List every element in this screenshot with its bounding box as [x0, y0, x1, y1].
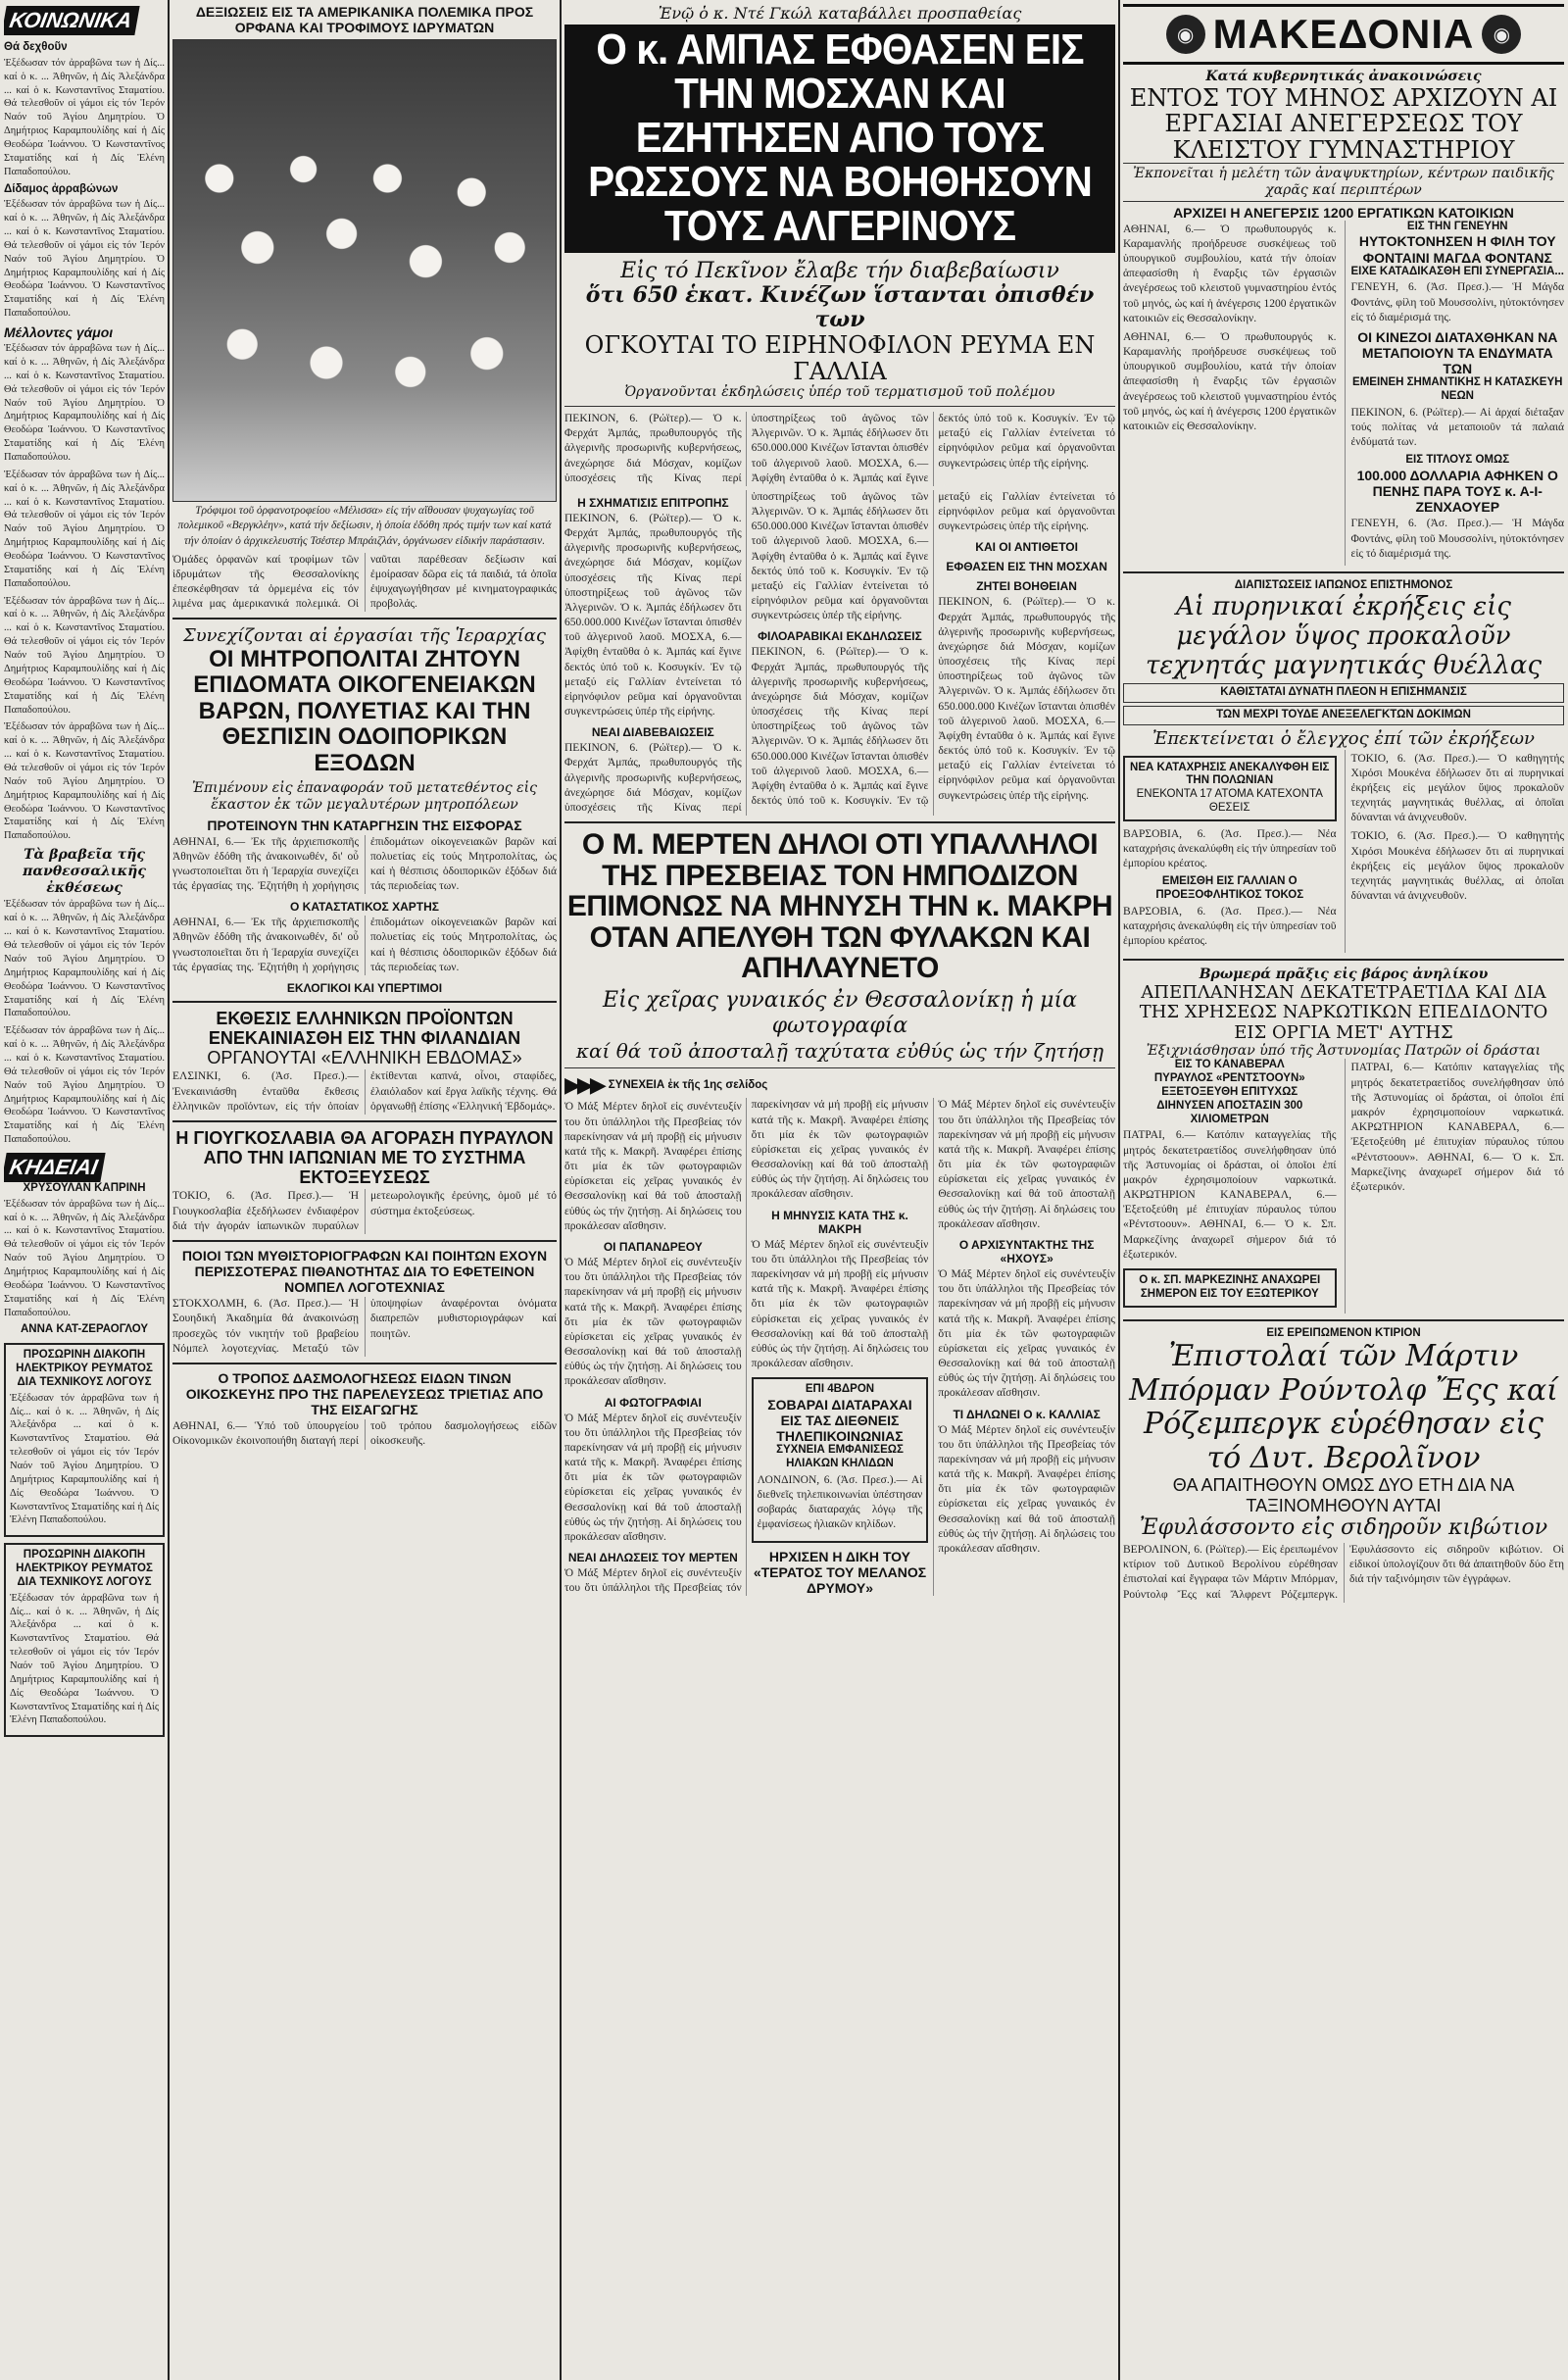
gym-article-2: ΑΘΗΝΑΙ, 6.— Ὁ πρωθυπουργός κ. Καραμανλής προήδρευσε συσκέψεως τοῦ ὑπουργικοῦ συμβουλίου, κατά τήν ὁποίαν ἀπεφασίσθη ἡ ἔναρξις τῶν ἐργασιῶν ἀνεγέρσεως τοῦ κλειστοῦ γυμναστηρίου ἐντός τοῦ μηνός, ὡς καί ἡ ἀνέγερσις 1200 ἐργατικῶν κατοικιῶν εἰς Θεσσαλονίκην. — [1123, 330, 1337, 432]
telecom-subhead: ΣΥΧΝΕΙΑ ΕΜΦΑΝΙΣΕΩΣ ΗΛΙΑΚΩΝ ΚΗΛΙΔΩΝ — [776, 1444, 904, 1470]
subhead-afixi: ΕΦΘΑΣΕΝ ΕΙΣ ΤΗΝ ΜΟΣΧΑΝ — [946, 560, 1107, 574]
canaveral-subhead: ΔΙΗΝΥΣΕΝ ΑΠΟΣΤΑΣΙΝ 300 ΧΙΛΙΟΜΕΤΡΩΝ — [1156, 1099, 1303, 1125]
left-text-1: Ἐξέδωσαν τόν ἀρραβῶνα των ἡ Δίς... καί ὁ κ. ... Ἀθηνῶν, ἡ Δίς Ἀλεξάνδρα ... καί ὁ κ. Κωνσταντῖνος Σταματίου. Θά τελεσθοῦν οἱ γάμοι εἰς τόν Ἱερόν Ναόν τοῦ Ἁγίου Δημητρίου. Ὁ Δημήτριος Καραμπουλίδης καί ἡ Δίς Θεοδώρα Ἰωάννου. Ὁ Κωνσταντῖνος Σταματίδης καί ἡ Δίς Ἑλένη Παπαδοπούλου. — [4, 57, 165, 177]
masthead-right-emblem-icon: ◉ — [1482, 15, 1521, 54]
nobel-article: ΣΤΟΚΧΟΛΜΗ, 6. (Ἀσ. Πρεσ.).— Ἡ Σουηδική Ἀκαδημία θά ἀνακοινώσῃ προσεχῶς τόν νικητήν τοῦ βραβείου Νόμπελ λογοτεχνίας. Μεταξύ τῶν ὑποψηφίων ἀναφέρονται ὀνόματα διαπρεπῶν μυθιστοριογράφων καί ποιητῶν. — [172, 1298, 557, 1355]
gym-subhead: ΑΡΧΙΖΕΙ Η ΑΝΕΓΕΡΣΙΣ 1200 ΕΡΓΑΤΙΚΩΝ ΚΑΤΟΙΚΙΩΝ — [1173, 204, 1514, 221]
masthead — [1123, 4, 1564, 65]
teras-headline: ΗΡΧΙΣΕΝ Η ΔΙΚΗ ΤΟΥ «ΤΕΡΑΤΟΣ ΤΟΥ ΜΕΛΑΝΟΣ ΔΡΥΜΟΥ» — [753, 1548, 927, 1596]
photo-caption: Τρόφιμοι τοῦ ὀρφανοτροφείου «Μέλισσα» εἰς τήν αἴθουσαν ψυχαγωγίας τοῦ πολεμικοῦ «Βεργκλέην», κατά τήν δεξίωσιν, ἡ ὁποία ἐδόθη πρός τιμήν των καί κατά τήν ὁποίαν ὁ ἀρχικελευστής Τσέστερ Μπράιζλάν, ὀργάνωσεν εἰδικήν παράστασιν. — [177, 505, 552, 547]
section-vraveia: Τὰ βραβεῖα τῆς πανθεσσαλικῆς ἐκθέσεως — [23, 847, 146, 896]
japan-deck: Ἐπεκτείνεται ὁ ἔλεγχος ἐπί τῶν ἐκρήξεων — [1152, 728, 1535, 749]
subhead-kallias: ΤΙ ΔΗΛΩΝΕΙ Ο κ. ΚΑΛΛΙΑΣ — [953, 1407, 1101, 1421]
telecom-kicker: ΕΠΙ 4ΒΔΡΟΝ — [805, 1383, 875, 1396]
khdeiai-logo: ΚΗΔΕΙΑΙ — [4, 1153, 106, 1182]
subhead-fotografiai: ΑΙ ΦΩΤΟΓΡΑΦΙΑΙ — [604, 1395, 702, 1410]
subhead-voitheia: ΖΗΤΕΙ ΒΟΗΘΕΙΑΝ — [976, 579, 1077, 594]
abbas-article: ΠΕΚΙΝΟΝ, 6. (Ρώϊτερ).— Ὁ κ. Φερχάτ Ἀμπάς, πρωθυπουργός τῆς ἀλγερινῆς προσωρινῆς κυβερνήσεως, ἀνεχώρησε διά Μόσχαν, κομίζων ὑποσχέσεις τῆς Κίνας περί ὑποστηρίξεως τοῦ ἀγῶνος τῶν Ἀλγερινῶν. Ὁ κ. Ἀμπάς ἐδήλωσεν ὅτι 650.000.000 Κινέζων ἵστανται ὀπισθέν τοῦ ἀλγερινοῦ λαοῦ. ΜΟΣΧΑ, 6.— Ἀφίχθη ἐνταῦθα ὁ κ. Ἀμπάς καί ἔγινε δεκτός ὑπό τοῦ κ. Κοσυγκίν. Ἐν τῷ μεταξύ εἰς Γαλλίαν ἐντείνεται τό εἰρηνόφιλον ρεῦμα καί ὀργανοῦνται συγκεντρώσεις ὑπέρ τῆς εἰρήνης. — [564, 413, 1115, 484]
japan-subhead-1: ΚΑΘΙΣΤΑΤΑΙ ΔΥΝΑΤΗ ΠΛΕΟΝ Η ΕΠΙΣΗΜΑΝΣΙΣ — [1123, 683, 1564, 703]
subhead-papandreou: ΟΙ ΠΑΠΑΝΔΡΕΟΥ — [603, 1239, 703, 1254]
merten-article-3: Ὁ Μάξ Μέρτεν δηλοῖ εἰς συνέντευξίν του ὅτι ὑπάλληλοι τῆς Πρεσβείας τόν παρεκίνησαν νά μή προβῇ εἰς μήνυσιν κατά τῆς κ. Μακρῆ. Ἀναφέρει ἐπίσης ὅτι μία ἐκ τῶν φωτογραφιῶν εὑρίσκεται εἰς χεῖρας γυναικός ἐν Θεσσαλονίκῃ καί θά τοῦ ἀποσταλῇ εὐθύς ὡς τήν ζητήσῃ. Αἱ δηλώσεις του προκάλεσαν αἴσθησιν. — [564, 1412, 742, 1543]
koinonika-logo: ΚΟΙΝΩΝΙΚΑ — [4, 6, 140, 35]
abbas-main-headline: Ο κ. ΑΜΠΑΣ ΕΦΘΑΣΕΝ ΕΙΣ ΤΗΝ ΜΟΣΧΑΝ ΚΑΙ ΕΖΗΤΗΣΕΝ ΑΠΟ ΤΟΥΣ ΡΩΣΣΟΥΣ ΝΑ ΒΟΗΘΗΣΟΥΝ ΤΟΥΣ ΑΛΓΕΡΙΝΟΥΣ — [588, 25, 1092, 250]
merten-article-4: Ὁ Μάξ Μέρτεν δηλοῖ εἰς συνέντευξίν του ὅτι ὑπάλληλοι τῆς Πρεσβείας τόν παρεκίνησαν νά μή προβῇ εἰς μήνυσιν κατά τῆς κ. Μακρῆ. Ἀναφέρει ἐπίσης ὅτι μία ἐκ τῶν φωτογραφιῶν εὑρίσκεται εἰς χεῖρας γυναικός ἐν Θεσσαλονίκῃ καί θά τοῦ ἀποσταλῇ εὐθύς ὡς τήν ζητήσῃ. Αἱ δηλώσεις του προκάλεσαν αἴσθησιν. — [564, 1099, 929, 1595]
merten-article-7: Ὁ Μάξ Μέρτεν δηλοῖ εἰς συνέντευξίν του ὅτι ὑπάλληλοι τῆς Πρεσβείας τόν παρεκίνησαν νά μή προβῇ εἰς μήνυσιν κατά τῆς κ. Μακρῆ. Ἀναφέρει ἐπίσης ὅτι μία ἐκ τῶν φωτογραφιῶν εὑρίσκεται εἰς χεῖρας γυναικός ἐν Θεσσαλονίκῃ καί θά τοῦ ἀποσταλῇ εὐθύς ὡς τήν ζητήσῃ. Αἱ δηλώσεις του προκάλεσαν αἴσθησιν. — [938, 1423, 1115, 1555]
gym-kicker: Κατά κυβερνητικάς ἀνακοινώσεις — [1205, 69, 1482, 84]
left-text-9: Ἐξέδωσαν τόν ἀρραβῶνα των ἡ Δίς... καί ὁ κ. ... Ἀθηνῶν, ἡ Δίς Ἀλεξάνδρα ... καί ὁ κ. Κωνσταντῖνος Σταματίου. Θά τελεσθοῦν οἱ γάμοι εἰς τόν Ἱερόν Ναόν τοῦ Ἁγίου Δημητρίου. Ὁ Δημήτριος Καραμπουλίδης καί ἡ Δίς Θεοδώρα Ἰωάννου. Ὁ Κωνσταντῖνος Σταματίδης καί ἡ Δίς Ἑλένη Παπαδοπούλου. — [4, 1198, 165, 1318]
subhead-diabeiwseis: ΝΕΑΙ ΔΙΑΒΕΒΑΙΩΣΕΙΣ — [591, 725, 714, 740]
telecom-box — [752, 1377, 929, 1542]
orphans-article: Ὁμάδες ὀρφανῶν καί τροφίμων τῶν ἱδρυμάτων τῆς Θεσσαλονίκης ἐπεσκέφθησαν τά ὁρμεμένα εἰς τόν λιμένα μας ἀμερικανικά πολεμικά. Οἱ ναῦται παρέθεσαν δεξίωσιν καί ἐμοίρασαν δῶρα εἰς τά παιδιά, τά ὁποῖα ἐψυχαγωγήθησαν μέ κινηματογραφικάς προβολάς. — [172, 553, 557, 611]
patras-kicker: Βρωμερά πρᾶξις εἰς βάρος ἀνηλίκου — [1199, 967, 1489, 983]
left-text-2: Ἐξέδωσαν τόν ἀρραβῶνα των ἡ Δίς... καί ὁ κ. ... Ἀθηνῶν, ἡ Δίς Ἀλεξάνδρα ... καί ὁ κ. Κωνσταντῖνος Σταματίου. Θά τελεσθοῦν οἱ γάμοι εἰς τόν Ἱερόν Ναόν τοῦ Ἁγίου Δημητρίου. Ὁ Δημήτριος Καραμπουλίδης καί ἡ Δίς Θεοδώρα Ἰωάννου. Ὁ Κωνσταντῖνος Σταματίδης καί ἡ Δίς Ἑλένη Παπαδοπούλου. — [4, 199, 165, 320]
abbas-article-4: ΠΕΚΙΝΟΝ, 6. (Ρώϊτερ).— Ὁ κ. Φερχάτ Ἀμπάς, πρωθυπουργός τῆς ἀλγερινῆς προσωρινῆς κυβερνήσεως, ἀνεχώρησε διά Μόσχαν, κομίζων ὑποσχέσεις τῆς Κίνας περί ὑποστηρίξεως τοῦ ἀγῶνος τῶν Ἀλγερινῶν. Ὁ κ. Ἀμπάς ἐδήλωσεν ὅτι 650.000.000 Κινέζων ἵστανται ὀπισθέν τοῦ ἀλγερινοῦ λαοῦ. ΜΟΣΧΑ, 6.— Ἀφίχθη ἐνταῦθα ὁ κ. Ἀμπάς καί ἔγινε δεκτός ὑπό τοῦ κ. Κοσυγκίν. Ἐν τῷ μεταξύ εἰς Γαλλίαν ἐντείνεται τό εἰρηνόφιλον ρεῦμα καί ὀργανοῦνται συγκεντρώσεις ὑπέρ τῆς εἰρήνης. — [751, 490, 1115, 808]
geneva-kicker: ΕΙΣ ΤΗΝ ΓΕΝΕΥΗΝ — [1406, 220, 1508, 232]
left-text-5: Ἐξέδωσαν τόν ἀρραβῶνα των ἡ Δίς... καί ὁ κ. ... Ἀθηνῶν, ἡ Δίς Ἀλεξάνδρα ... καί ὁ κ. Κωνσταντῖνος Σταματίου. Θά τελεσθοῦν οἱ γάμοι εἰς τόν Ἱερόν Ναόν τοῦ Ἁγίου Δημητρίου. Ὁ Δημήτριος Καραμπουλίδης καί ἡ Δίς Θεοδώρα Ἰωάννου. Ὁ Κωνσταντῖνος Σταματίδης καί ἡ Δίς Ἑλένη Παπαδοπούλου. — [4, 595, 165, 716]
left-text-6: Ἐξέδωσαν τόν ἀρραβῶνα των ἡ Δίς... καί ὁ κ. ... Ἀθηνῶν, ἡ Δίς Ἀλεξάνδρα ... καί ὁ κ. Κωνσταντῖνος Σταματίου. Θά τελεσθοῦν οἱ γάμοι εἰς τόν Ἱερόν Ναόν τοῦ Ἁγίου Δημητρίου. Ὁ Δημήτριος Καραμπουλίδης καί ἡ Δίς Θεοδώρα Ἰωάννου. Ὁ Κωνσταντῖνος Σταματίδης καί ἡ Δίς Ἑλένη Παπαδοπούλου. — [4, 721, 165, 842]
abbas-deck-3: ΟΓΚΟΥΤΑΙ ΤΟ ΕΙΡΗΝΟΦΙΛΟΝ ΡΕΥΜΑ ΕΝ ΓΑΛΛΙΑ — [584, 331, 1096, 385]
dollars-kicker: ΕΙΣ ΤΙΤΛΟΥΣ ΟΜΩΣ — [1405, 454, 1510, 467]
power-outage-text-2: Ἐξέδωσαν τόν ἀρραβῶνα των ἡ Δίς... καί ὁ κ. ... Ἀθηνῶν, ἡ Δίς Ἀλεξάνδρα ... καί ὁ κ. Κωνσταντῖνος Σταματίου. Θά τελεσθοῦν οἱ γάμοι εἰς τόν Ἱερόν Ναόν τοῦ Ἁγίου Δημητρίου. Ὁ Δημήτριος Καραμπουλίδης καί ἡ Δίς Θεοδώρα Ἰωάννου. Ὁ Κωνσταντῖνος Σταματίδης καί ἡ Δίς Ἑλένη Παπαδοπούλου. — [10, 1592, 159, 1726]
ekthesis-subhead: ΟΡΓΑΝΟΥΤΑΙ «ΕΛΛΗΝΙΚΗ ΕΒΔΟΜΑΣ» — [207, 1048, 522, 1068]
bormann-headline: Ἐπιστολαί τῶν Μάρτιν Μπόρμαν Ρούντολφ Ἔςς καί Ρόζεμπεργκ εὑρέθησαν εἰς τό Δυτ. Βερολῖνον — [1129, 1339, 1558, 1475]
abbas-kicker: Ἐνῷ ὁ κ. Ντέ Γκώλ καταβάλλει προσπαθείας — [658, 4, 1022, 23]
khdeia-name-2: ΑΝΝΑ ΚΑΤ-ΖΕΡΑΟΓΛΟΥ — [20, 1323, 149, 1336]
bormann-kicker: ΕΙΣ ΕΡΕΙΠΩΜΕΝΟΝ ΚΤΙΡΙΟΝ — [1266, 1326, 1421, 1339]
yugoslavia-article: ΤΟΚΙΟ, 6. (Ἀσ. Πρεσ.).— Ἡ Γιουγκοσλαβία ἐξεδήλωσεν ἐνδιαφέρον διά τήν ἀγοράν ἰαπωνικῶν πυραύλων μετεωρολογικῆς ἐρεύνης, ὁμοῦ μέ τό σύστημα ἐκτοξεύσεως. — [172, 1190, 557, 1232]
ierarxia-kicker: Συνεχίζονται αἱ ἐργασίαι τῆς Ἱεραρχίας — [183, 625, 546, 647]
interest-article: ΒΑΡΣΟΒΙΑ, 6. (Ἀσ. Πρεσ.).— Νέα καταχρήσις ἀνεκαλύφθη εἰς τήν ὑπηρεσίαν τοῦ ἐμπορίου κρέατος. — [1123, 905, 1337, 948]
yugoslavia-headline: Η ΓΙΟΥΓΚΟΣΛΑΒΙΑ ΘΑ ΑΓΟΡΑΣΗ ΠΥΡΑΥΛΟΝ ΑΠΟ ΤΗΝ ΙΑΠΩΝΙΑΝ ΜΕ ΤΟ ΣΥΣΤΗΜΑ ΕΚΤΟΞΕΥΣΕΩΣ — [175, 1127, 554, 1188]
section-dexthoun: Θά δεχθοῦν — [4, 41, 68, 53]
geneva-article: ΓΕΝΕΥΗ, 6. (Ἀσ. Πρεσ.).— Ἡ Μάγδα Φοντάνς, φίλη τοῦ Μουσσολίνι, ηὐτοκτόνησεν εἰς τό διαμέρισμά της. — [1350, 281, 1564, 323]
metropolitai-article: ΑΘΗΝΑΙ, 6.— Ἐκ τῆς ἀρχιεπισκοπῆς Ἀθηνῶν ἐδόθη τῆς ἀνακοινωθέν, δι' οὗ γνωστοποιεῖται ὅτι ἡ Ἱεραρχία συνεχίζει τάς ἐργασίας της. Ἐζητήθη ἡ χορήγησις ἐπιδομάτων οἰκογενειακῶν βαρῶν καί πολυετίας εἰς τούς Μητροπολίτας, ὡς καί ἡ θέσπισις ὁδοιπορικῶν ἐξόδων διά τάς περιοδείας των. — [172, 835, 557, 893]
canaveral-article: ΠΑΤΡΑΙ, 6.— Κατόπιν καταγγελίας τῆς μητρός δεκατετραετίδος συνελήφθησαν ὑπό τῆς Ἀστυνομίας οἱ δράσται, οἱ ὁποῖοι ἐπί μακρόν ἐχρησιμοποίουν ναρκωτικά. ΑΚΡΩΤΗΡΙΟΝ ΚΑΝΑΒΕΡΑΛ, 6.— Ἐξετοξεύθη μέ ἐπιτυχίαν πύραυλος τύπου «Ρέντστοουν». ΑΘΗΝΑΙ, 6.— Ὁ κ. Σπ. Μαρκεζίνης ἀναχωρεῖ σήμερον διά τό ἐξωτερικόν. — [1123, 1129, 1337, 1261]
column-rule — [168, 0, 170, 2380]
power-outage-title-2: ΠΡΟΣΩΡΙΝΗ ΔΙΑΚΟΠΗ ΗΛΕΚΤΡΙΚΟΥ ΡΕΥΜΑΤΟΣ ΔΙΑ ΤΕΧΝΙΚΟΥΣ ΛΟΓΟΥΣ — [16, 1549, 153, 1588]
bormann-subhead: ΘΑ ΑΠΑΙΤΗΘΟΥΝ ΟΜΩΣ ΔΥΟ ΕΤΗ ΔΙΑ ΝΑ ΤΑΞΙΝΟΜΗΘΟΥΝ ΑΥΤΑΙ — [1172, 1475, 1515, 1515]
abbas-article-5: ΠΕΚΙΝΟΝ, 6. (Ρώϊτερ).— Ὁ κ. Φερχάτ Ἀμπάς, πρωθυπουργός τῆς ἀλγερινῆς προσωρινῆς κυβερνήσεως, ἀνεχώρησε διά Μόσχαν, κομίζων ὑποσχέσεις τῆς Κίνας περί ὑποστηρίξεως τοῦ ἀγῶνος τῶν Ἀλγερινῶν. Ὁ κ. Ἀμπάς ἐδήλωσεν ὅτι 650.000.000 Κινέζων ἵστανται ὀπισθέν τοῦ ἀλγερινοῦ λαοῦ. ΜΟΣΧΑ, 6.— Ἀφίχθη ἐνταῦθα ὁ κ. Ἀμπάς καί ἔγινε δεκτός ὑπό τοῦ κ. Κοσυγκίν. Ἐν τῷ μεταξύ εἰς Γαλλίαν ἐντείνεται τό εἰρηνόφιλον ρεῦμα καί ὀργανοῦνται συγκεντρώσεις ὑπέρ τῆς εἰρήνης. — [938, 596, 1115, 802]
merten-article-2: Ὁ Μάξ Μέρτεν δηλοῖ εἰς συνέντευξίν του ὅτι ὑπάλληλοι τῆς Πρεσβείας τόν παρεκίνησαν νά μή προβῇ εἰς μήνυσιν κατά τῆς κ. Μακρῆ. Ἀναφέρει ἐπίσης ὅτι μία ἐκ τῶν φωτογραφιῶν εὑρίσκεται εἰς χεῖρας γυναικός ἐν Θεσσαλονίκῃ καί θά τοῦ ἀποσταλῇ εὐθύς ὡς τήν ζητήσῃ. Αἱ δηλώσεις του προκάλεσαν αἴσθησιν. — [564, 1256, 742, 1388]
gym-article: ΑΘΗΝΑΙ, 6.— Ὁ πρωθυπουργός κ. Καραμανλής προήδρευσε συσκέψεως τοῦ ὑπουργικοῦ συμβουλίου, κατά τήν ὁποίαν ἀπεφασίσθη ἡ ἔναρξις τῶν ἐργασιῶν ἀνεγέρσεως τοῦ κλειστοῦ γυμναστηρίου ἐντός τοῦ μηνός, ὡς καί ἡ ἀνέγερσις 1200 ἐργατικῶν κατοικιῶν εἰς Θεσσαλονίκην. — [1123, 223, 1337, 324]
metropolitai-subhead: ΠΡΟΤΕΙΝΟΥΝ ΤΗΝ ΚΑΤΑΡΓΗΣΙΝ ΤΗΣ ΕΙΣΦΟΡΑΣ — [207, 817, 522, 833]
bormann-deck: Ἐφυλάσσοντο εἰς σιδηροῦν κιβώτιον — [1139, 1514, 1548, 1540]
abbas-deck-4: Ὀργανοῦνται ἐκδηλώσεις ὑπέρ τοῦ τερματισμοῦ τοῦ πολέμου — [624, 384, 1055, 401]
subhead-nees-diloseis: ΝΕΑΙ ΔΗΛΩΣΕΙΣ ΤΟΥ ΜΕΡΤΕΝ — [567, 1551, 738, 1565]
abbas-article-2: ΠΕΚΙΝΟΝ, 6. (Ρώϊτερ).— Ὁ κ. Φερχάτ Ἀμπάς, πρωθυπουργός τῆς ἀλγερινῆς προσωρινῆς κυβερνήσεως, ἀνεχώρησε διά Μόσχαν, κομίζων ὑποσχέσεις τῆς Κίνας περί ὑποστηρίξεως τοῦ ἀγῶνος τῶν Ἀλγερινῶν. Ὁ κ. Ἀμπάς ἐδήλωσεν ὅτι 650.000.000 Κινέζων ἵστανται ὀπισθέν τοῦ ἀλγερινοῦ λαοῦ. ΜΟΣΧΑ, 6.— Ἀφίχθη ἐνταῦθα ὁ κ. Ἀμπάς καί ἔγινε δεκτός ὑπό τοῦ κ. Κοσυγκίν. Ἐν τῷ μεταξύ εἰς Γαλλίαν ἐντείνεται τό εἰρηνόφιλον ρεῦμα καί ὀργανοῦνται συγκεντρώσεις ὑπέρ τῆς εἰρήνης. — [564, 512, 742, 719]
gym-headline: ΕΝΤΟΣ ΤΟΥ ΜΗΝΟΣ ΑΡΧΙΖΟΥΝ ΑΙ ΕΡΓΑΣΙΑΙ ΑΝΕΓΕΡΣΕΩΣ ΤΟΥ ΚΛΕΙΣΤΟΥ ΓΥΜΝΑΣΤΗΡΙΟΥ — [1129, 83, 1558, 164]
power-outage-text-1: Ἐξέδωσαν τόν ἀρραβῶνα των ἡ Δίς... καί ὁ κ. ... Ἀθηνῶν, ἡ Δίς Ἀλεξάνδρα ... καί ὁ κ. Κωνσταντῖνος Σταματίου. Θά τελεσθοῦν οἱ γάμοι εἰς τόν Ἱερόν Ναόν τοῦ Ἁγίου Δημητρίου. Ὁ Δημήτριος Καραμπουλίδης καί ἡ Δίς Θεοδώρα Ἰωάννου. Ὁ Κωνσταντῖνος Σταματίδης καί ἡ Δίς Ἑλένη Παπαδοπούλου. — [10, 1392, 159, 1526]
left-text-4: Ἐξέδωσαν τόν ἀρραβῶνα των ἡ Δίς... καί ὁ κ. ... Ἀθηνῶν, ἡ Δίς Ἀλεξάνδρα ... καί ὁ κ. Κωνσταντῖνος Σταματίου. Θά τελεσθοῦν οἱ γάμοι εἰς τόν Ἱερόν Ναόν τοῦ Ἁγίου Δημητρίου. Ὁ Δημήτριος Καραμπουλίδης καί ἡ Δίς Θεοδώρα Ἰωάννου. Ὁ Κωνσταντῖνος Σταματίδης καί ἡ Δίς Ἑλένη Παπαδοπούλου. — [4, 469, 165, 589]
subhead-xartis: Ο ΚΑΤΑΣΤΑΤΙΚΟΣ ΧΑΡΤΗΣ — [290, 900, 439, 915]
patras-headline: ΑΠΕΠΛΑΝΗΣΑΝ ΔΕΚΑΤΕΤΡΑΕΤΙΔΑ ΚΑΙ ΔΙΑ ΤΗΣ ΧΡΗΣΕΩΣ ΝΑΡΚΩΤΙΚΩΝ ΕΠΕΔΙΔΟΝΤΟ ΕΙΣ ΟΡΓΙΑ ΜΕΤ' ΑΥΤΗΣ — [1139, 982, 1548, 1043]
merten-article-1: Ὁ Μάξ Μέρτεν δηλοῖ εἰς συνέντευξίν του ὅτι ὑπάλληλοι τῆς Πρεσβείας τόν παρεκίνησαν νά μή προβῇ εἰς μήνυσιν κατά τῆς κ. Μακρῆ. Ἀναφέρει ἐπίσης ὅτι μία ἐκ τῶν φωτογραφιῶν εὑρίσκεται εἰς χεῖρας γυναικός ἐν Θεσσαλονίκῃ καί θά τοῦ ἀποσταλῇ εὐθύς ὡς τήν ζητήσῃ. Αἱ δηλώσεις του προκάλεσαν αἴσθησιν. — [564, 1101, 742, 1232]
patras-article: ΠΑΤΡΑΙ, 6.— Κατόπιν καταγγελίας τῆς μητρός δεκατετραετίδος συνελήφθησαν ὑπό τῆς Ἀστυνομίας οἱ δράσται, οἱ ὁποῖοι ἐπί μακρόν ἐχρησιμοποίουν ναρκωτικά. ΑΚΡΩΤΗΡΙΟΝ ΚΑΝΑΒΕΡΑΛ, 6.— Ἐξετοξεύθη μέ ἐπιτυχίαν πύραυλος τύπου «Ρέντστοουν». ΑΘΗΝΑΙ, 6.— Ὁ κ. Σπ. Μαρκεζίνης ἀναχωρεῖ σήμερον διά τό ἐξωτερικόν. — [1350, 1062, 1564, 1193]
power-outage-box-1 — [4, 1343, 165, 1537]
abbas-deck-2: ὅτι 650 ἑκατ. Κινέζων ἵστανται ὀπισθέν των — [585, 281, 1095, 333]
dasmos-headline: Ο ΤΡΟΠΟΣ ΔΑΣΜΟΛΟΓΗΣΕΩΣ ΕΙΔΩΝ ΤΙΝΩΝ ΟΙΚΟΣΚΕΥΗΣ ΠΡΟ ΤΗΣ ΠΑΡΕΛΕΥΣΕΩΣ ΤΡΙΕΤΙΑΣ ΑΠΟ ΤΗΣ ΕΙΣΑΓΩΓΗΣ — [185, 1369, 544, 1418]
merten-deck-2: καί θά τοῦ ἀποσταλῇ ταχύτατα εὐθύς ὡς τήν ζητήσῃ — [575, 1039, 1104, 1064]
khdeia-name-1: ΧΡΥΣΟΥΛΑΝ ΚΑΠΡΙΝΗ — [23, 1181, 146, 1194]
subhead-mynisi: Η ΜΗΝΥΣΙΣ ΚΑΤΑ ΤΗΣ κ. ΜΑΚΡΗ — [771, 1208, 908, 1236]
second-column — [172, 0, 557, 2380]
subhead-arxisyntaktis: Ο ΑΡΧΙΣΥΝΤΑΚΤΗΣ ΤΗΣ «ΗΧΟΥΣ» — [958, 1237, 1095, 1265]
geneva-headline: ΗΥΤΟΚΤΟΝΗΣΕΝ Η ΦΙΛΗ ΤΟΥ ΦΟΝΤΑΙΝΙ ΜΑΓΔΑ ΦΟΝΤΑΝΣ — [1358, 233, 1556, 266]
subhead-epitropi: Η ΣΧΗΜΑΤΙΣΙΣ ΕΠΙΤΡΟΠΗΣ — [577, 495, 729, 510]
chinese-headline: ΟΙ ΚΙΝΕΖΟΙ ΔΙΑΤΑΧΘΗΚΑΝ ΝΑ ΜΕΤΑΠΟΙΟΥΝ ΤΑ ΕΝΔΥΜΑΤΑ ΤΩΝ — [1357, 328, 1558, 377]
section-arravones: Δίδαμος ἀρραβώνων — [4, 182, 119, 195]
metropolitai-article-2: ΑΘΗΝΑΙ, 6.— Ἐκ τῆς ἀρχιεπισκοπῆς Ἀθηνῶν ἐδόθη τῆς ἀνακοινωθέν, δι' οὗ γνωστοποιεῖται ὅτι ἡ Ἱεραρχία συνεχίζει τάς ἐργασίας της. Ἐζητήθη ἡ χορήγησις ἐπιδομάτων οἰκογενειακῶν βαρῶν καί πολυετίας εἰς τούς Μητροπολίτας, ὡς καί ἡ θέσπισις ὁδοιπορικῶν ἐξόδων διά τάς περιοδείας των. — [172, 917, 557, 973]
gym-deck: Ἐκπονεῖται ἡ μελέτη τῶν ἀναψυκτηρίων, κέντρων παιδικῆς χαρᾶς καί περιπτέρων — [1123, 163, 1564, 202]
nobel-headline: ΠΟΙΟΙ ΤΩΝ ΜΥΘΙΣΤΟΡΙΟΓΡΑΦΩΝ ΚΑΙ ΠΟΙΗΤΩΝ ΕΧΟΥΝ ΠΕΡΙΣΣΟΤΕΡΑΣ ΠΙΘΑΝΟΤΗΤΑΣ ΔΙΑ ΤΟ ΕΦΕΤΕΙΝΟΝ ΝΟΜΠΕΛ ΛΟΓΟΤΕΧΝΙΑΣ — [181, 1247, 548, 1296]
japan-subhead-2: ΤΩΝ ΜΕΧΡΙ ΤΟΥΔΕ ΑΝΕΞΕΛΕΓΚΤΩΝ ΔΟΚΙΜΩΝ — [1123, 706, 1564, 725]
orphans-photo — [172, 39, 557, 502]
merten-article-6: Ὁ Μάξ Μέρτεν δηλοῖ εἰς συνέντευξίν του ὅτι ὑπάλληλοι τῆς Πρεσβείας τόν παρεκίνησαν νά μή προβῇ εἰς μήνυσιν κατά τῆς κ. Μακρῆ. Ἀναφέρει ἐπίσης ὅτι μία ἐκ τῶν φωτογραφιῶν εὑρίσκεται εἰς χεῖρας γυναικός ἐν Θεσσαλονίκῃ καί θά τοῦ ἀποσταλῇ εὐθύς ὡς τήν ζητήσῃ. Αἱ δηλώσεις του προκάλεσαν αἴσθησιν. — [938, 1267, 1115, 1400]
column-rule — [1118, 0, 1120, 2380]
power-outage-title-1: ΠΡΟΣΩΡΙΝΗ ΔΙΑΚΟΠΗ ΗΛΕΚΤΡΙΚΟΥ ΡΕΥΜΑΤΟΣ ΔΙΑ ΤΕΧΝΙΚΟΥΣ ΛΟΓΟΥΣ — [16, 1349, 153, 1388]
subhead-filoarab: ΦΙΛΟΑΡΑΒΙΚΑΙ ΕΚΔΗΛΩΣΕΙΣ — [758, 629, 922, 644]
merten-article-5: Ὁ Μάξ Μέρτεν δηλοῖ εἰς συνέντευξίν του ὅτι ὑπάλληλοι τῆς Πρεσβείας τόν παρεκίνησαν νά μή προβῇ εἰς μήνυσιν κατά τῆς κ. Μακρῆ. Ἀναφέρει ἐπίσης ὅτι μία ἐκ τῶν φωτογραφιῶν εὑρίσκεται εἰς χεῖρας γυναικός ἐν Θεσσαλονίκῃ καί θά τοῦ ἀποσταλῇ εὐθύς ὡς τήν ζητήσῃ. Αἱ δηλώσεις του προκάλεσαν αἴσθησιν. — [751, 1238, 929, 1370]
markezinis-headline: Ο κ. ΣΠ. ΜΑΡΚΕΖΙΝΗΣ ΑΝΑΧΩΡΕΙ ΣΗΜΕΡΟΝ ΕΙΣ ΤΟΥ ΕΞΩΤΕΡΙΚΟΥ — [1139, 1274, 1321, 1300]
masthead-title: ΜΑΚΕΔΟΝΙΑ — [1212, 11, 1475, 57]
teras-article: Ὁ Μάξ Μέρτεν δηλοῖ εἰς συνέντευξίν του ὅτι ὑπάλληλοι τῆς Πρεσβείας τόν παρεκίνησαν νά μή προβῇ εἰς μήνυσιν κατά τῆς κ. Μακρῆ. Ἀναφέρει ἐπίσης ὅτι μία ἐκ τῶν φωτογραφιῶν εὑρίσκεται εἰς χεῖρας γυναικός ἐν Θεσσαλονίκῃ καί θά τοῦ ἀποσταλῇ εὐθύς ὡς τήν ζητήσῃ. Αἱ δηλώσεις του προκάλεσαν αἴσθησιν. — [938, 1099, 1115, 1230]
telecom-article: ΛΟΝΔΙΝΟΝ, 6. (Ἀσ. Πρεσ.).— Αἱ διεθνεῖς τηλεπικοινωνίαι ὑπέστησαν σοβαράς διαταραχάς λόγῳ τῆς ἐμφανίσεως ἡλιακῶν κηλίδων. — [757, 1473, 923, 1531]
merten-headline: Ο Μ. ΜΕΡΤΕΝ ΔΗΛΟΙ ΟΤΙ ΥΠΑΛΛΗΛΟΙ ΤΗΣ ΠΡΕΣΒΕΙΑΣ ΤΟΝ ΗΜΠΟΔΙΖΟΝ ΕΠΙΜΟΝΩΣ ΝΑ ΜΗΝΥΣΗ ΤΗΝ κ. ΜΑΚΡΗ ΟΤΑΝ ΑΠΕΛΥΘΗ ΤΩΝ ΦΥΛΑΚΩΝ ΚΑΙ ΑΠΗΛΑΥΝΕΤΟ — [566, 828, 1113, 985]
column-rule — [560, 0, 562, 2380]
continuation-arrows-icon: ▶▶▶ — [564, 1073, 603, 1099]
masthead-left-emblem-icon: ◉ — [1166, 15, 1205, 54]
dollars-headline: 100.000 ΔΟΛΛΑΡΙΑ ΑΦΗΚΕΝ Ο ΠΕΝΗΣ ΠΑΡΑ ΤΟΥΣ κ. Α-Ι-ΖΕΝΧΑΟΥΕΡ — [1356, 468, 1558, 516]
chinese-subhead: ΕΜΕΙΝΕΗ ΣΗΜΑΝΤΙΚΗΣ Η ΚΑΤΑΣΚΕΥΗ ΝΕΩΝ — [1352, 376, 1563, 403]
japan-article: ΤΟΚΙΟ, 6. (Ἀσ. Πρεσ.).— Ὁ καθηγητής Χιρόσι Μουκένα ἐδήλωσεν ὅτι αἱ πυρηνικαί ἐκρήξεις εἰς μεγάλον ὕψος προκαλοῦν τεχνητάς μαγνητικάς θυέλλας, αἱ ὁποῖαι δύνανται νά ἀνιχνευθοῦν. — [1350, 752, 1564, 824]
abbas-article-3: ΠΕΚΙΝΟΝ, 6. (Ρώϊτερ).— Ὁ κ. Φερχάτ Ἀμπάς, πρωθυπουργός τῆς ἀλγερινῆς προσωρινῆς κυβερνήσεως, ἀνεχώρησε διά Μόσχαν, κομίζων ὑποσχέσεις τῆς Κίνας περί ὑποστηρίξεως τοῦ ἀγῶνος τῶν Ἀλγερινῶν. Ὁ κ. Ἀμπάς ἐδήλωσεν ὅτι 650.000.000 Κινέζων ἵστανται ὀπισθέν τοῦ ἀλγερινοῦ λαοῦ. ΜΟΣΧΑ, 6.— Ἀφίχθη ἐνταῦθα ὁ κ. Ἀμπάς καί ἔγινε δεκτός ὑπό τοῦ κ. Κοσυγκίν. Ἐν τῷ μεταξύ εἰς Γαλλίαν ἐντείνεται τό εἰρηνόφιλον ρεῦμα καί ὀργανοῦνται συγκεντρώσεις ὑπέρ τῆς εἰρήνης. — [564, 490, 929, 814]
chinese-article: ΠΕΚΙΝΟΝ, 6. (Ρώϊτερ).— Αἱ ἀρχαί διέταξαν τούς πολίτας νά μεταποιοῦν τά παλαιά ἐνδύματά των. — [1350, 406, 1564, 449]
synexeia-label: ΣΥΝΕΧΕΙΑ ἐκ τῆς 1ης σελίδος — [608, 1079, 768, 1092]
bormann-article: ΒΕΡΟΛΙΝΟΝ, 6. (Ρώϊτερ).— Εἰς ἐρειπωμένον κτίριον τοῦ Δυτικοῦ Βερολίνου εὑρέθησαν ἐπιστολαί καί ἔγγραφα τῶν Μάρτιν Μπόρμαν, Ρούντολφ Ἔςς καί Ἄλφρεντ Ρόζεμπεργκ. Ἐφυλάσσοντο εἰς σιδηροῦν κιβώτιον. Οἱ εἰδικοί ὑπολογίζουν ὅτι θά ἀπαιτηθοῦν δύο ἔτη διά τήν ταξινόμησιν τῶν ἐγγράφων. — [1123, 1544, 1564, 1601]
ekthesis-headline: ΕΚΘΕΣΙΣ ΕΛΛΗΝΙΚΩΝ ΠΡΟΪΟΝΤΩΝ ΕΝΕΚΑΙΝΙΑΣΘΗ ΕΙΣ ΤΗΝ ΦΙΛΑΝΔΙΑΝ — [208, 1009, 521, 1049]
canaveral-headline: ΠΥΡΑΥΛΟΣ «ΡΕΝΤΣΤΟΟΥΝ» ΕΞΕΤΟΞΕΥΘΗ ΕΠΙΤΥΧΩΣ — [1153, 1072, 1305, 1099]
metropolitai-headline: ΟΙ ΜΗΤΡΟΠΟΛΙΤΑΙ ΖΗΤΟΥΝ ΕΠΙΔΟΜΑΤΑ ΟΙΚΟΓΕΝΕΙΑΚΩΝ ΒΑΡΩΝ, ΠΟΛΥΕΤΙΑΣ ΚΑΙ ΤΗΝ ΘΕΣΠΙΣΙΝ ΟΔΟΙΠΟΡΙΚΩΝ ΕΞΟΔΩΝ — [193, 645, 536, 776]
section-mellontes: Μέλλοντες γάμοι — [4, 324, 114, 341]
orphans-headline: ΔΕΞΙΩΣΕΙΣ ΕΙΣ ΤΑ ΑΜΕΡΙΚΑΝΙΚΑ ΠΟΛΕΜΙΚΑ ΠΡΟΣ ΟΡΦΑΝΑ ΚΑΙ ΤΡΟΦΙΜΟΥΣ ΙΔΡΥΜΑΤΩΝ — [195, 4, 534, 36]
poland-box — [1123, 756, 1337, 821]
left-text-3: Ἐξέδωσαν τόν ἀρραβῶνα των ἡ Δίς... καί ὁ κ. ... Ἀθηνῶν, ἡ Δίς Ἀλεξάνδρα ... καί ὁ κ. Κωνσταντῖνος Σταματίου. Θά τελεσθοῦν οἱ γάμοι εἰς τόν Ἱερόν Ναόν τοῦ Ἁγίου Δημητρίου. Ὁ Δημήτριος Καραμπουλίδης καί ἡ Δίς Θεοδώρα Ἰωάννου. Ὁ Κωνσταντῖνος Σταματίδης καί ἡ Δίς Ἑλένη Παπαδοπούλου. — [4, 343, 165, 464]
left-social-column — [4, 0, 165, 2380]
dollars-article: ΓΕΝΕΥΗ, 6. (Ἀσ. Πρεσ.).— Ἡ Μάγδα Φοντάνς, φίλη τοῦ Μουσσολίνι, ηὐτοκτόνησεν εἰς τό διαμέρισμά της. — [1350, 518, 1564, 560]
left-text-7: Ἐξέδωσαν τόν ἀρραβῶνα των ἡ Δίς... καί ὁ κ. ... Ἀθηνῶν, ἡ Δίς Ἀλεξάνδρα ... καί ὁ κ. Κωνσταντῖνος Σταματίου. Θά τελεσθοῦν οἱ γάμοι εἰς τόν Ἱερόν Ναόν τοῦ Ἁγίου Δημητρίου. Ὁ Δημήτριος Καραμπουλίδης καί ἡ Δίς Θεοδώρα Ἰωάννου. Ὁ Κωνσταντῖνος Σταματίδης καί ἡ Δίς Ἑλένη Παπαδοπούλου. — [4, 899, 165, 1019]
poland-subhead: ΕΝΕΚΟΝΤΑ 17 ΑΤΟΜΑ ΚΑΤΕΧΟΝΤΑ ΘΕΣΕΙΣ — [1136, 788, 1323, 814]
telecom-headline: ΣΟΒΑΡΑΙ ΔΙΑΤΑΡΑΧΑΙ ΕΙΣ ΤΑΣ ΔΙΕΘΝΕΙΣ ΤΗΛΕΠΙΚΟΙΝΩΝΙΑΣ — [767, 1396, 912, 1445]
subhead-antidoto: ΚΑΙ ΟΙ ΑΝΤΙΘΕΤΟΙ — [975, 540, 1078, 555]
japan-kicker: ΔΙΑΠΙΣΤΩΣΕΙΣ ΙΑΠΩΝΟΣ ΕΠΙΣΤΗΜΟΝΟΣ — [1234, 578, 1453, 591]
poland-headline: ΝΕΑ ΚΑΤΑΧΡΗΣΙΣ ΑΝΕΚΑΛΥΦΘΗ ΕΙΣ ΤΗΝ ΠΟΛΩΝΙΑΝ — [1130, 761, 1330, 787]
left-text-8: Ἐξέδωσαν τόν ἀρραβῶνα των ἡ Δίς... καί ὁ κ. ... Ἀθηνῶν, ἡ Δίς Ἀλεξάνδρα ... καί ὁ κ. Κωνσταντῖνος Σταματίου. Θά τελεσθοῦν οἱ γάμοι εἰς τόν Ἱερόν Ναόν τοῦ Ἁγίου Δημητρίου. Ὁ Δημήτριος Καραμπουλίδης καί ἡ Δίς Θεοδώρα Ἰωάννου. Ὁ Κωνσταντῖνος Σταματίδης καί ἡ Δίς Ἑλένη Παπαδοπούλου. — [4, 1025, 165, 1146]
power-outage-box-2 — [4, 1543, 165, 1737]
japan-article-2: ΤΟΚΙΟ, 6. (Ἀσ. Πρεσ.).— Ὁ καθηγητής Χιρόσι Μουκένα ἐδήλωσεν ὅτι αἱ πυρηνικαί ἐκρήξεις εἰς μεγάλον ὕψος προκαλοῦν τεχνητάς μαγνητικάς θυέλλας, αἱ ὁποῖαι δύνανται νά ἀνιχνευθοῦν. — [1350, 830, 1564, 903]
geneva-subhead: ΕΙΧΕ ΚΑΤΑΔΙΚΑΣΘΗ ΕΠΙ ΣΥΝΕΡΓΑΣΙΑ... — [1350, 265, 1564, 277]
markezinis-box — [1123, 1268, 1337, 1308]
center-column — [564, 0, 1115, 2380]
patras-deck: Ἐξιχνιάσθησαν ὑπό τῆς Ἀστυνομίας Πατρῶν οἱ δράσται — [1146, 1042, 1542, 1059]
subhead-eklogikoi: ΕΚΛΟΓΙΚΟΙ ΚΑΙ ΥΠΕΡΤΙΜΟΙ — [286, 981, 443, 995]
right-column — [1123, 0, 1564, 2380]
merten-deck-1: Εἰς χεῖρας γυναικός ἐν Θεσσαλονίκῃ ἡ μία φωτογραφία — [603, 987, 1077, 1039]
ekthesis-article: ΕΛΣΙΝΚΙ, 6. (Ἀσ. Πρεσ.).— Ἐνεκαινιάσθη ἐνταῦθα ἔκθεσις ἑλληνικῶν προϊόντων, εἰς τήν ὁποίαν ἐκτίθενται καπνά, οἶνοι, σταφίδες, ἐλαιόλαδον καί ἔργα λαϊκῆς τέχνης. Θά ὀργανωθῇ ἐπίσης «Ἑλληνική Ἑβδομάς». — [172, 1070, 557, 1113]
abbas-deck-1: Εἰς τό Πεκῖνον ἔλαβε τήν διαβεβαίωσιν — [620, 258, 1059, 283]
poland-article: ΒΑΡΣΟΒΙΑ, 6. (Ἀσ. Πρεσ.).— Νέα καταχρήσις ἀνεκαλύφθη εἰς τήν ὑπηρεσίαν τοῦ ἐμπορίου κρέατος. — [1123, 827, 1337, 870]
interest-headline: ΕΜΕΙΣΘΗ ΕΙΣ ΓΑΛΛΙΑΝ Ο ΠΡΟΕΞΟΦΛΗΤΙΚΟΣ ΤΟΚΟΣ — [1155, 875, 1304, 902]
canaveral-kicker: ΕΙΣ ΤΟ ΚΑΝΑΒΕΡΑΛ — [1174, 1059, 1285, 1071]
metropolitai-deck: Ἐπιμένουν εἰς ἐπαναφοράν τοῦ μετατεθέντος εἰς ἕκαστον ἐκ τῶν μεγαλυτέρων μητροπόλεων — [192, 779, 537, 813]
dasmos-article: ΑΘΗΝΑΙ, 6.— Ὑπό τοῦ ὑπουργείου Οἰκονομικῶν ἐκοινοποιήθη διαταγή περί τοῦ τρόπου δασμολογήσεως εἰδῶν οἰκοσκευῆς. — [172, 1420, 557, 1448]
japan-headline: Αἱ πυρηνικαί ἐκρήξεις εἰς μεγάλον ὕψος προκαλοῦν τεχνητάς μαγνητικάς θυέλλας — [1145, 591, 1543, 680]
